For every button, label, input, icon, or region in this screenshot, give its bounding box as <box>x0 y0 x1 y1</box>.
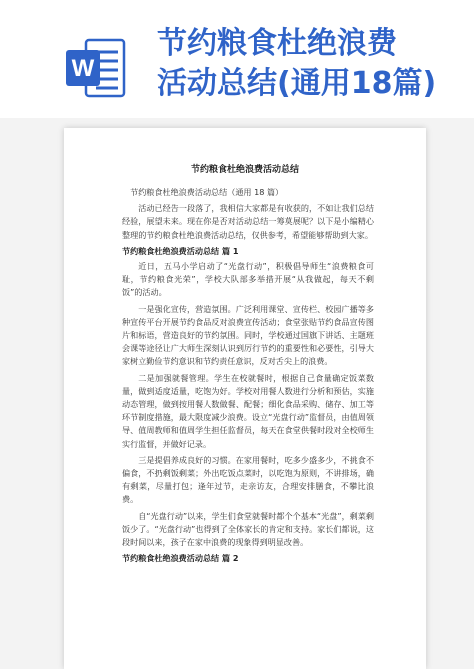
paragraph-5: 自“光盘行动”以来，学生们食堂就餐时都个个基本“光盘”，剩菜剩饭少了。“光盘行动”也得到了全体家长的肯定和支持。家长们都说，这段时间以来，孩子在家中浪费的现象得到明显改善。 <box>122 510 374 548</box>
banner-title <box>157 24 467 104</box>
paragraph-2: 一是强化宣传，营造氛围。广泛利用课堂、宣传栏、校园广播等多种宣传平台开展节约食品反对浪费宣传活动；食堂张贴节约食品宣传图片和标语，营造良好的节约氛围。同时，学校通过国旗下讲话、主题班会课等途径让广大师生深刻认识到厉行节约的重要性和必要性，引导大家树立勤俭节约意识和节约责任意识，反对舌尖上的浪费。 <box>122 303 374 367</box>
paragraph-3: 二是加强就餐管理。学生在校就餐时，根据自己食量确定饭菜数量，做到适度适量，吃饱为好。学校对用餐人数进行分析和预估，实施动态管理，做到按用餐人数做餐、配餐；细化食品采购、储存、加工等环节制度措施，最大限度减少浪费。设立“光盘行动”监督员，由值周领导、值周教师和值周学生担任监督员，每天在食堂供餐时段对全校师生实行监督，并做好记录。 <box>122 372 374 449</box>
paragraph-4: 三是提倡养成良好的习惯。在家用餐时，吃多少盛多少，不挑食不偏食，不扔剩饭剩菜；外出吃饭点菜时，以吃饱为原则，不讲排场，确有剩菜，尽量打包；逢年过节，走亲访友，合理安排膳食，不攀比浪费。 <box>122 454 374 505</box>
paragraph-1: 近日，五马小学启动了“光盘行动”，积极倡导师生“浪费粮食可耻，节约粮食光荣”，学校大队部多举措开展“从我做起，每天不剩饭”的活动。 <box>122 261 374 298</box>
banner <box>0 0 474 118</box>
banner-title-line1: 节约粮食杜绝浪费 <box>157 26 397 61</box>
section-heading-1: 节约粮食杜绝浪费活动总结 篇 1 <box>122 245 239 256</box>
banner-title-line2: 活动总结(通用18篇) <box>157 66 437 101</box>
word-doc-icon <box>64 36 128 100</box>
intro-paragraph: 活动已经告一段落了，我相信大家都是有收获的，不如让我们总结经验，展望未来。现在你是否对活动总结一筹莫展呢？以下是小编精心整理的节约粮食杜绝浪费活动总结，仅供参考，希望能够帮助到大家。 <box>122 203 374 240</box>
svg-text:W: W <box>71 55 95 82</box>
document-subtitle: 节约粮食杜绝浪费活动总结（通用 18 篇） <box>130 187 284 197</box>
document-title: 节约粮食杜绝浪费活动总结 <box>190 165 299 175</box>
document-page[interactable] <box>64 128 426 669</box>
section-heading-2: 节约粮食杜绝浪费活动总结 篇 2 <box>122 553 239 564</box>
document-body <box>122 186 374 567</box>
